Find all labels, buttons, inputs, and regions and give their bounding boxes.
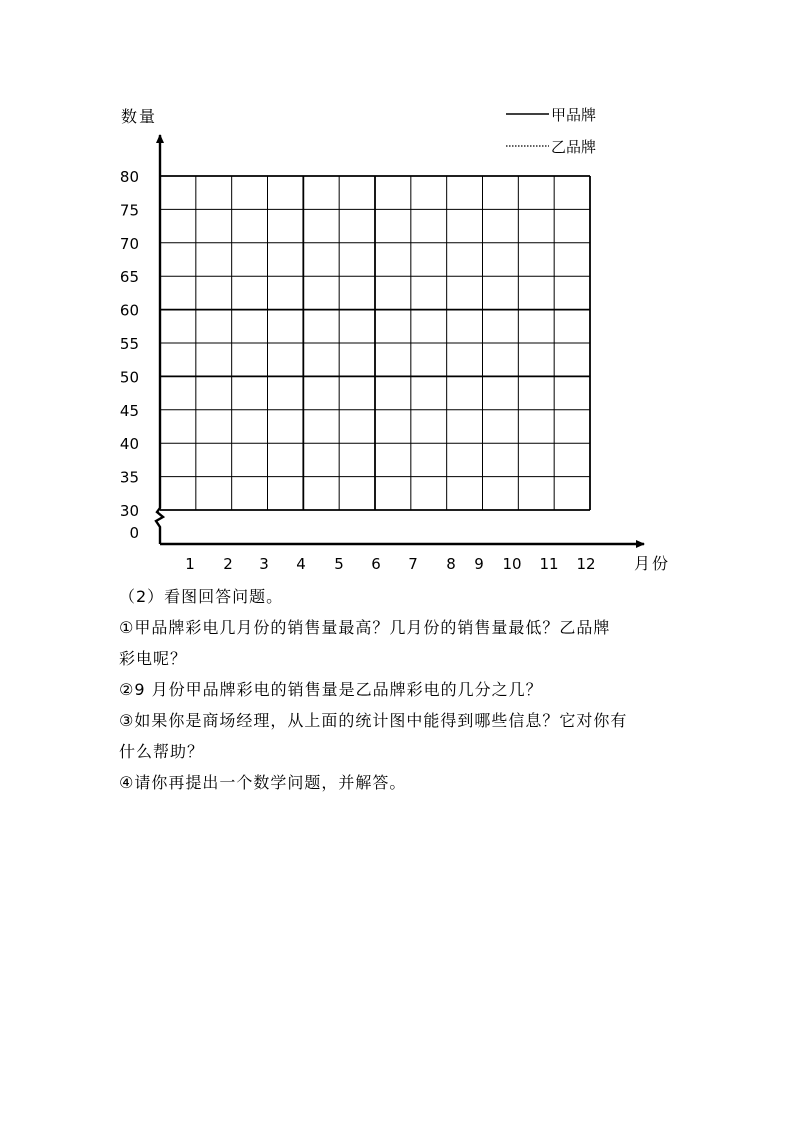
x-tick-label: 3 [259,555,269,573]
y-tick-label: 0 [129,524,139,542]
y-axis-label: 数量 [121,107,158,126]
y-tick-label: 60 [119,301,139,320]
chart-grid [160,176,590,510]
x-tick-label: 2 [223,555,233,573]
y-tick-label: 70 [119,234,139,253]
question-section [119,581,689,798]
x-tick-label: 5 [334,555,344,573]
x-tick-label: 1 [185,555,195,573]
y-tick-label: 45 [119,401,139,420]
y-tick-label: 50 [119,368,139,387]
x-axis-ticks [185,555,595,573]
x-tick-label: 4 [296,555,306,573]
y-axis [156,135,163,544]
y-tick-label: 75 [119,201,139,220]
legend-label-series-1: 甲品牌 [551,106,597,124]
x-tick-label: 10 [502,555,522,573]
y-axis-ticks [120,168,139,542]
question-1-line-1: ①甲品牌彩电几月份的销售量最高？几月份的销售量最低？乙品牌 [119,618,611,637]
x-tick-label: 12 [576,555,596,573]
y-tick-label: 65 [119,268,139,287]
x-tick-label: 8 [446,555,456,573]
y-tick-label: 40 [119,435,139,454]
legend [506,106,596,156]
y-tick-label: 80 [119,168,139,186]
question-1-line-2: 彩电呢？ [119,649,188,668]
x-axis-label: 月份 [634,554,671,573]
y-tick-label: 35 [119,468,139,487]
question-3-line-1: ③如果你是商场经理，从上面的统计图中能得到哪些信息？它对你有 [119,711,628,730]
legend-label-series-2: 乙品牌 [551,138,597,156]
y-tick-label: 55 [119,335,139,353]
question-3-line-2: 什么帮助？ [119,742,205,761]
x-tick-label: 6 [371,555,381,573]
question-4: ④请你再提出一个数学问题，并解答。 [119,773,407,792]
x-tick-label: 9 [474,555,484,573]
question-heading: （2）看图回答问题。 [119,587,284,606]
x-tick-label: 11 [539,555,559,573]
y-tick-label: 30 [119,502,139,520]
question-2: ②9 月份甲品牌彩电的销售量是乙品牌彩电的几分之几？ [119,680,543,699]
x-tick-label: 7 [408,555,418,573]
